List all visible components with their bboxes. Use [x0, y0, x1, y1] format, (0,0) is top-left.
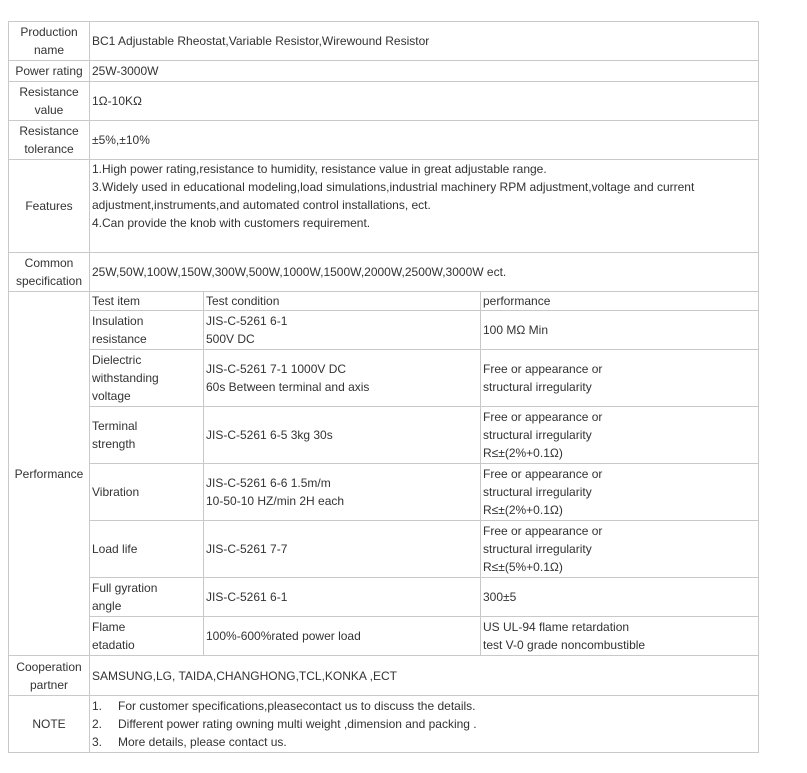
note-label: NOTE	[9, 696, 90, 753]
test-result: Free or appearance or structural irregularity R≤±(5%+0.1Ω)	[481, 521, 759, 578]
feature-line: 1.High power rating,resistance to humidity, resistance value in great adjustable range.	[92, 162, 547, 176]
note-text: Different power rating owning multi weight ,dimension and packing .	[118, 717, 477, 731]
performance-row-load-life	[9, 521, 759, 578]
test-item: Dielectric withstanding voltage	[90, 350, 204, 407]
test-item: Terminal strength	[90, 407, 204, 464]
resistance-tolerance-label: Resistance tolerance	[9, 121, 90, 160]
note-item	[92, 697, 756, 715]
performance-row-dielectric	[9, 350, 759, 407]
power-rating-label: Power rating	[9, 61, 90, 82]
row-note	[9, 696, 759, 753]
test-result: Free or appearance or structural irregularity	[481, 350, 759, 407]
test-item: Flame etadatio	[90, 617, 204, 656]
row-power-rating	[9, 61, 759, 82]
row-common-specification	[9, 253, 759, 292]
features-label: Features	[9, 160, 90, 253]
common-specification-value: 25W,50W,100W,150W,300W,500W,1000W,1500W,2000W,2500W,3000W ect.	[90, 253, 759, 292]
test-condition: JIS-C-5261 6-5 3kg 30s	[204, 407, 481, 464]
test-result: US UL-94 flame retardation test V-0 grade noncombustible	[481, 617, 759, 656]
power-rating-value: 25W-3000W	[90, 61, 759, 82]
note-number: 2.	[92, 717, 103, 731]
row-features	[9, 160, 759, 253]
row-resistance-tolerance	[9, 121, 759, 160]
test-item: Vibration	[90, 464, 204, 521]
note-item	[92, 715, 756, 733]
performance-row-terminal-strength	[9, 407, 759, 464]
test-result: 300±5	[481, 578, 759, 617]
note-text: For customer specifications,pleasecontact us to discuss the details.	[118, 699, 476, 713]
test-condition: JIS-C-5261 7-7	[204, 521, 481, 578]
test-condition: JIS-C-5261 7-1 1000V DC 60s Between terminal and axis	[204, 350, 481, 407]
common-specification-label: Common specification	[9, 253, 90, 292]
test-condition: JIS-C-5261 6-1 500V DC	[204, 311, 481, 350]
performance-row-flame	[9, 617, 759, 656]
note-number: 3.	[92, 735, 103, 749]
cooperation-partner-value: SAMSUNG,LG, TAIDA,CHANGHONG,TCL,KONKA ,ECT	[90, 656, 759, 696]
test-condition: 100%-600%rated power load	[204, 617, 481, 656]
performance-header-performance: performance	[481, 292, 759, 311]
performance-row-insulation	[9, 311, 759, 350]
test-result: Free or appearance or structural irregularity R≤±(2%+0.1Ω)	[481, 407, 759, 464]
note-number: 1.	[92, 699, 103, 713]
resistance-value-label: Resistance value	[9, 82, 90, 121]
note-item	[92, 733, 756, 751]
row-resistance-value	[9, 82, 759, 121]
test-item: Full gyration angle	[90, 578, 204, 617]
feature-line: 3.Widely used in educational modeling,load simulations,industrial machinery RPM adjustment,voltage and current	[92, 180, 695, 194]
production-name-value: BC1 Adjustable Rheostat,Variable Resistor,Wirewound Resistor	[90, 22, 759, 61]
performance-header-test-condition: Test condition	[204, 292, 481, 311]
resistance-value-value: 1Ω-10KΩ	[90, 82, 759, 121]
features-value	[90, 160, 759, 253]
row-cooperation-partner	[9, 656, 759, 696]
resistance-tolerance-value: ±5%,±10%	[90, 121, 759, 160]
performance-row-full-gyration	[9, 578, 759, 617]
performance-row-vibration	[9, 464, 759, 521]
test-condition: JIS-C-5261 6-6 1.5m/m 10-50-10 HZ/min 2H each	[204, 464, 481, 521]
spec-table	[8, 21, 759, 753]
production-name-label: Production name	[9, 22, 90, 61]
test-result: 100 MΩ Min	[481, 311, 759, 350]
test-item: Insulation resistance	[90, 311, 204, 350]
performance-header-test-item: Test item	[90, 292, 204, 311]
cooperation-partner-label: Cooperation partner	[9, 656, 90, 696]
feature-line: 4.Can provide the knob with customers requirement.	[92, 216, 371, 230]
feature-line: adjustment,instruments,and automated control installations, ect.	[92, 198, 431, 212]
performance-header-row	[9, 292, 759, 311]
test-item: Load life	[90, 521, 204, 578]
test-condition: JIS-C-5261 6-1	[204, 578, 481, 617]
note-value	[90, 696, 759, 753]
row-production-name	[9, 22, 759, 61]
performance-label: Performance	[9, 292, 90, 656]
test-result: Free or appearance or structural irregularity R≤±(2%+0.1Ω)	[481, 464, 759, 521]
note-text: More details, please contact us.	[118, 735, 287, 749]
